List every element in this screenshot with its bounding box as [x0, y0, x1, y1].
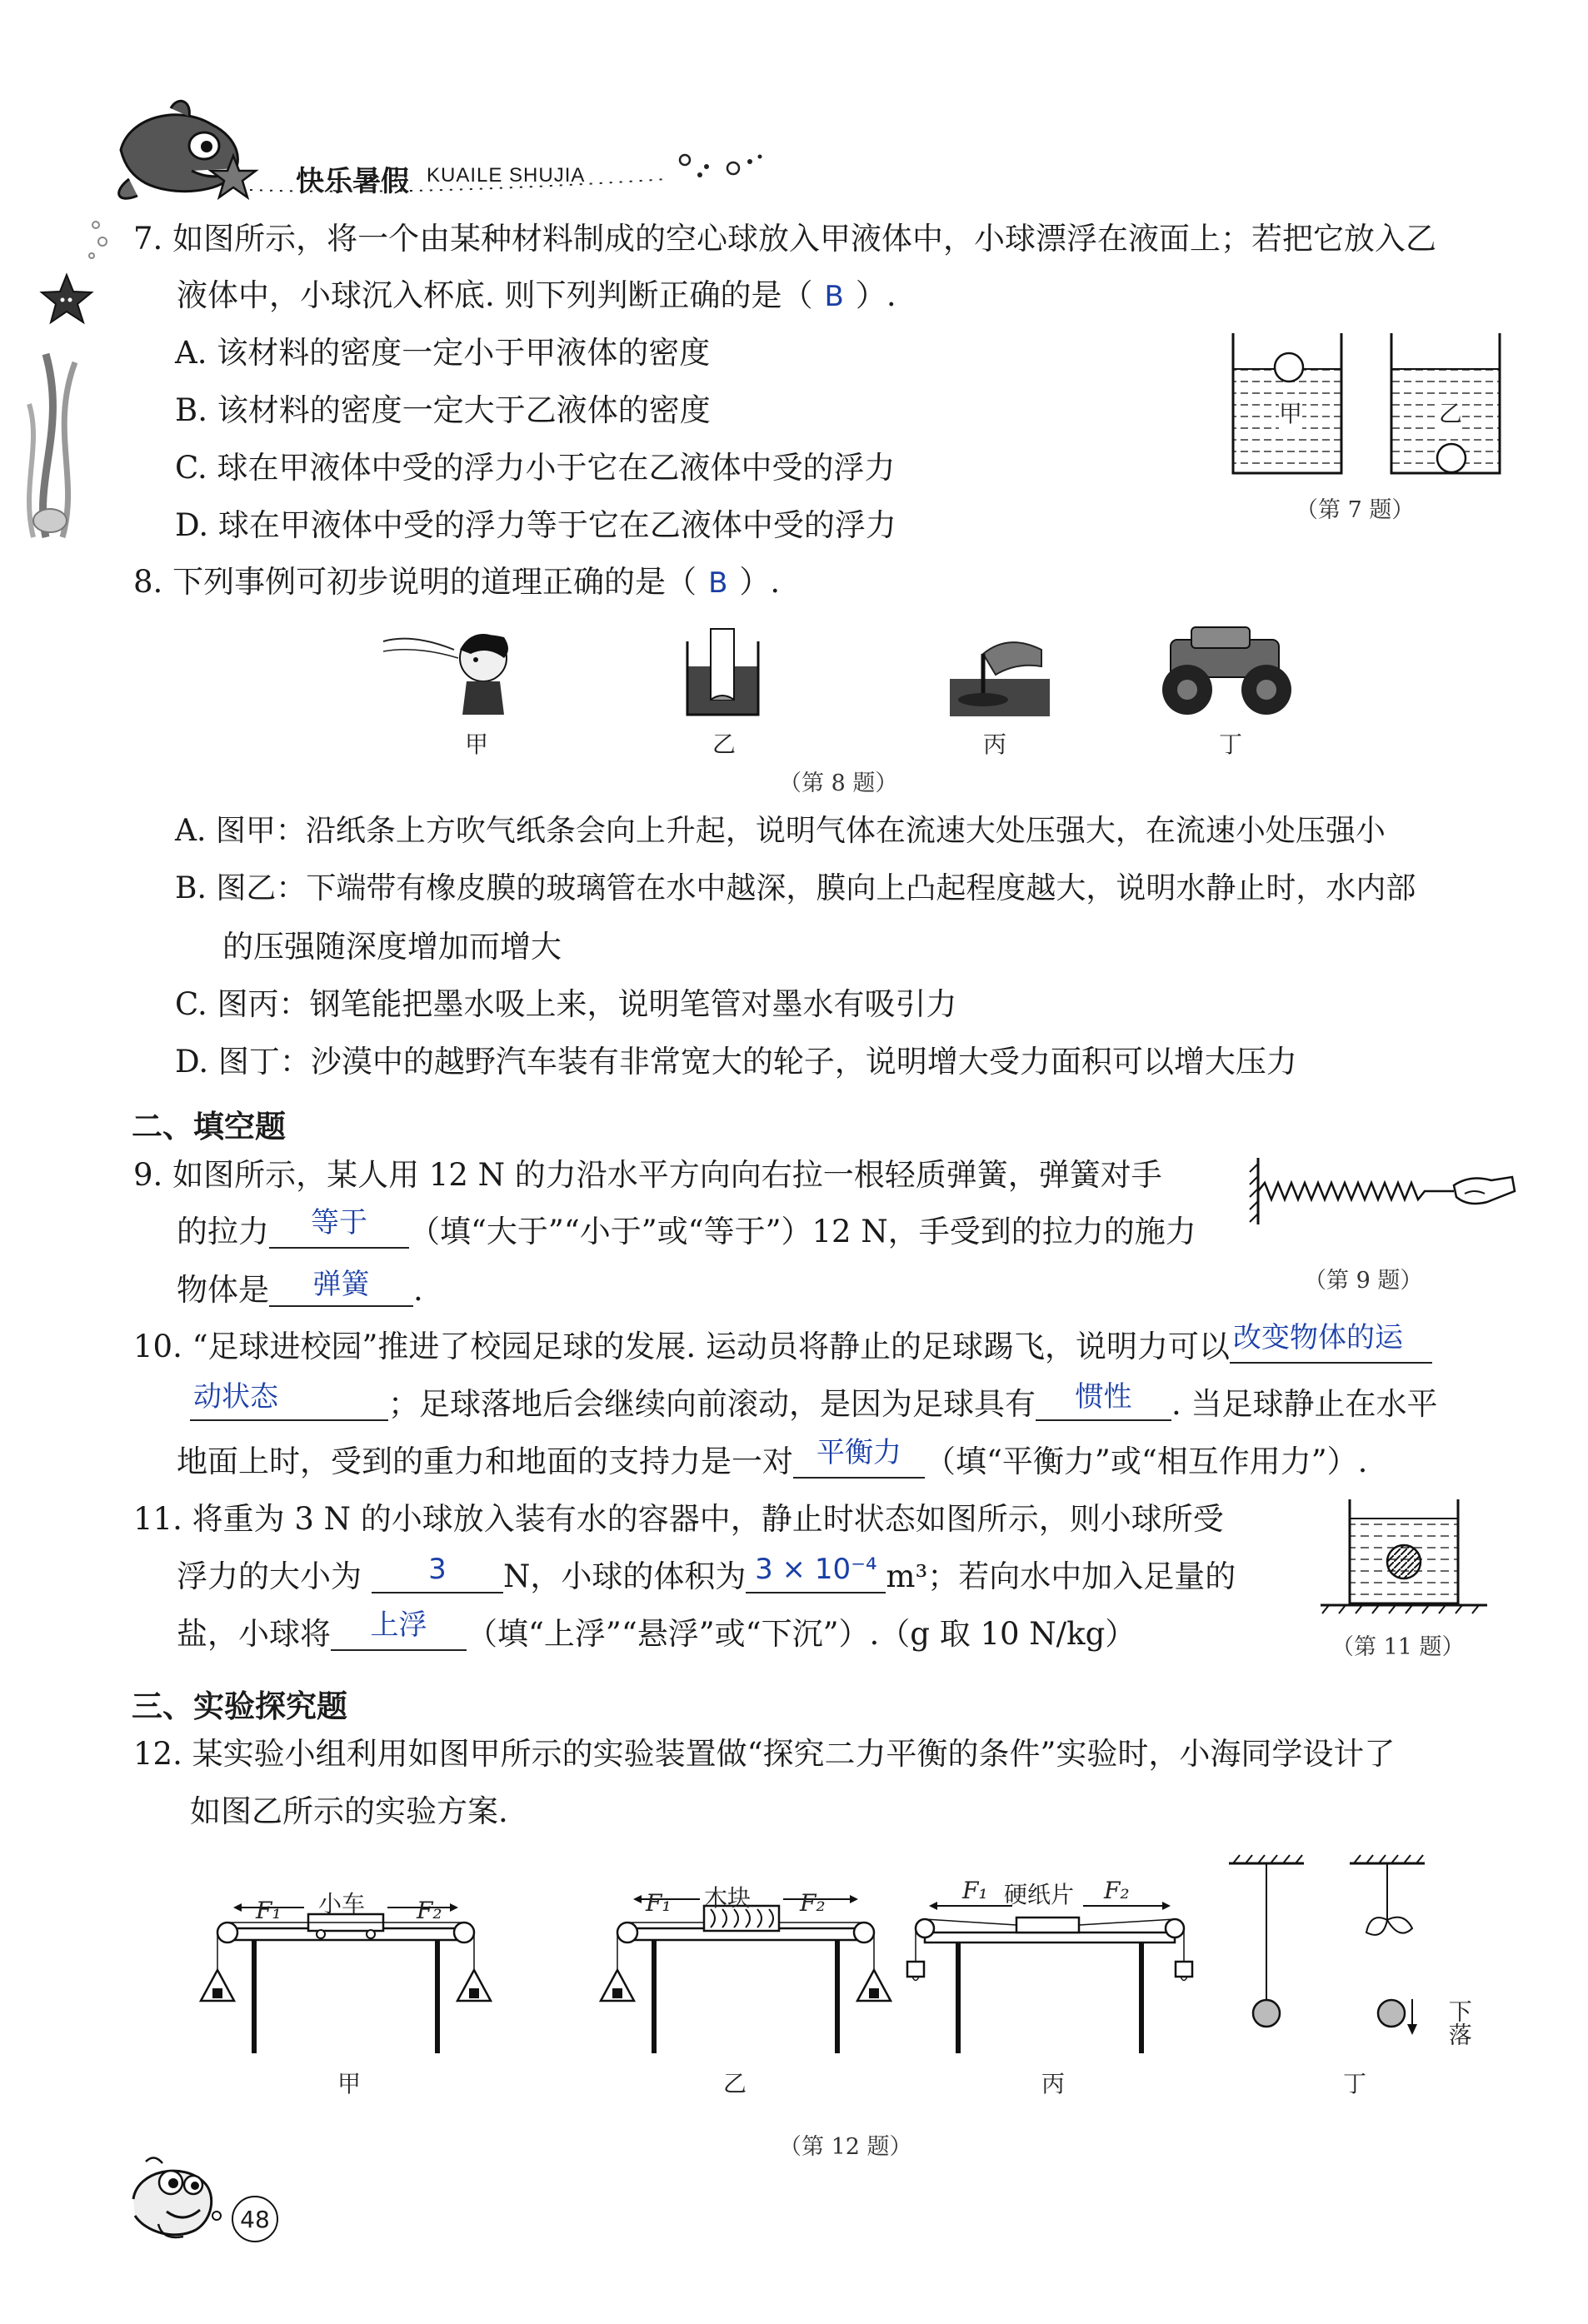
- q7-option-d: D. 球在甲液体中受的浮力等于它在乙液体中受的浮力: [175, 507, 896, 543]
- q8-stem-text: 8. 下列事例可初步说明的道理正确的是（: [133, 564, 697, 600]
- q7-option-a: A. 该材料的密度一定小于甲液体的密度: [175, 335, 711, 371]
- q8-figure-yi-glass-tube: [683, 629, 762, 716]
- header: [0, 0, 1588, 208]
- q12-line2: 如图乙所示的实验方案.: [190, 1793, 508, 1829]
- q12-yi-label: 乙: [723, 2070, 747, 2097]
- q12-yi-f1: F₁: [646, 1889, 672, 1917]
- q9-blank-2: [269, 1268, 413, 1307]
- q10-text-d: 地面上时，受到的重力和地面的支持力是一对: [177, 1444, 793, 1479]
- q9-line2: [177, 1206, 1196, 1249]
- q7-figure-label-jia: 甲: [1279, 396, 1302, 429]
- header-subtitle: KUAILE SHUJIA: [427, 164, 586, 187]
- q9-text-b: （填“大于”“小于”或“等于”）12 N，手受到的拉力的施力: [409, 1214, 1196, 1249]
- q12-jia-f2: F₂: [417, 1897, 442, 1924]
- q8-option-d: D. 图丁：沙漠中的越野汽车装有非常宽大的轮子，说明增大受力面积可以增大压力: [175, 1044, 1297, 1080]
- q12-bing-f2: F₂: [1104, 1877, 1130, 1904]
- q11-text-c: m³；若向水中加入足量的: [886, 1558, 1236, 1594]
- q12-bing-object: 硬纸片: [1004, 1881, 1075, 1908]
- q8-figure-bing-fountain-pen: [950, 629, 1050, 716]
- q11-figure-caption: （第 11 题）: [1331, 1634, 1465, 1660]
- q12-ding-label: 丁: [1343, 2070, 1367, 2097]
- q7-stem-end: ）.: [855, 277, 896, 313]
- q11-figure-container-ball: [1321, 1495, 1487, 1616]
- q10-text-a: 10. “足球进校园”推进了校园足球的发展. 运动员将静止的足球踢飞，说明力可以: [133, 1329, 1230, 1364]
- q10-answer-1b: 动状态: [193, 1380, 278, 1414]
- q8-figure-label-bing: 丙: [983, 731, 1007, 758]
- q10-line2: [190, 1380, 1438, 1422]
- q12-jia-object: 小车: [318, 1890, 366, 1918]
- q8-figure-label-jia: 甲: [465, 731, 489, 758]
- q11-answer-3: 上浮: [370, 1608, 427, 1642]
- q7-stem-line2: [177, 277, 896, 313]
- q8-figure-caption: （第 8 题）: [779, 771, 898, 796]
- q8-option-a: A. 图甲：沿纸条上方吹气纸条会向上升起，说明气体在流速大处压强大，在流速小处压强小: [175, 814, 1386, 848]
- q7-figure-label-yi: 乙: [1439, 396, 1462, 429]
- q12-figure-ding-pendulum: [1225, 1853, 1458, 2045]
- q12-yi-f2: F₂: [800, 1889, 826, 1917]
- q12-bing-f1: F₁: [962, 1877, 988, 1904]
- header-dotted-line: [250, 150, 783, 200]
- q11-text-d: 盐，小球将: [177, 1616, 331, 1652]
- q7-figure-caption: （第 7 题）: [1296, 497, 1415, 523]
- q7-option-c: C. 球在甲液体中受的浮力小于它在乙液体中受的浮力: [175, 450, 896, 486]
- q9-line1: 9. 如图所示，某人用 12 N 的力沿水平方向向右拉一根轻质弹簧，弹簧对手: [133, 1157, 1162, 1193]
- q10-text-b: ；足球落地后会继续向前滚动，是因为足球具有: [388, 1386, 1036, 1422]
- q10-text-c: . 当足球静止在水平: [1171, 1386, 1438, 1422]
- q9-figure-caption: （第 9 题）: [1304, 1268, 1423, 1294]
- q10-text-e: （填“平衡力”或“相互作用力”）.: [925, 1444, 1368, 1479]
- q9-answer-1: 等于: [311, 1206, 367, 1239]
- q11-answer-2: 3 × 10⁻⁴: [755, 1553, 877, 1586]
- q9-line3: [177, 1268, 423, 1308]
- q12-bing-label: 丙: [1041, 2070, 1066, 2097]
- q11-text-b: N，小球的体积为: [503, 1558, 747, 1594]
- q11-line1: 11. 将重为 3 N 的小球放入装有水的容器中，静止时状态如图所示，则小球所受: [133, 1501, 1224, 1537]
- q10-blank-1a: [1230, 1321, 1432, 1364]
- q11-text-a: 浮力的大小为: [177, 1558, 362, 1594]
- q10-answer-1a: 改变物体的运: [1232, 1321, 1403, 1354]
- q7-stem-text: 液体中，小球沉入杯底. 则下列判断正确的是（: [177, 277, 813, 313]
- q11-answer-1: 3: [428, 1553, 447, 1586]
- q9-text-c: 物体是: [177, 1272, 269, 1308]
- section-experiment-title: 三、实验探究题: [132, 1688, 347, 1724]
- q10-blank-1b: [190, 1380, 388, 1421]
- page-number: 48: [240, 2205, 270, 2233]
- q11-blank-1: [372, 1553, 503, 1593]
- section-fill-in-title: 二、填空题: [132, 1109, 286, 1145]
- q7-option-b: B. 该材料的密度一定大于乙液体的密度: [175, 392, 711, 428]
- q8-option-b-line1: B. 图乙：下端带有橡皮膜的玻璃管在水中越深，膜向上凸起程度越大，说明水静止时，水内部: [175, 871, 1416, 905]
- q10-line3: [177, 1436, 1368, 1479]
- q9-text-d: .: [413, 1272, 423, 1308]
- q10-blank-2: [1036, 1380, 1171, 1421]
- q8-figure-ding-offroad-car: [1154, 623, 1300, 719]
- q8-answer: B: [708, 566, 728, 600]
- q8-figure-jia-blowing-paper: [379, 625, 529, 716]
- q8-option-b-line2: 的压强随深度增加而增大: [222, 929, 562, 965]
- q9-figure-spring-hand: [1250, 1154, 1516, 1229]
- q8-stem-end: ）.: [739, 564, 781, 600]
- q11-line3: [177, 1608, 1136, 1652]
- q8-stem: [133, 564, 781, 600]
- q11-line2: [177, 1553, 1236, 1594]
- q12-jia-f1: F₁: [256, 1897, 282, 1924]
- q12-ding-note: 下落: [1445, 1999, 1473, 2046]
- q10-blank-3: [793, 1436, 925, 1479]
- q9-text-a: 的拉力: [177, 1214, 269, 1249]
- q8-option-c: C. 图丙：钢笔能把墨水吸上来，说明笔管对墨水有吸引力: [175, 986, 957, 1022]
- header-title: 快乐暑假: [296, 165, 409, 198]
- q11-blank-2: [746, 1553, 886, 1593]
- q8-figure-label-yi: 乙: [712, 731, 737, 758]
- q10-answer-3: 平衡力: [816, 1436, 901, 1469]
- q11-blank-3: [331, 1608, 467, 1651]
- q9-blank-1: [269, 1206, 409, 1249]
- q12-jia-label: 甲: [337, 2070, 362, 2097]
- q7-figure-beakers: [1229, 329, 1504, 483]
- q12-line1: 12. 某实验小组利用如图甲所示的实验装置做“探究二力平衡的条件”实验时，小海同学设计了: [133, 1736, 1396, 1772]
- q7-answer: B: [824, 280, 844, 313]
- q12-figure-caption: （第 12 题）: [779, 2134, 912, 2160]
- q10-line1: [133, 1321, 1432, 1364]
- q9-answer-2: 弹簧: [312, 1268, 370, 1301]
- q12-yi-object: 木块: [704, 1884, 752, 1912]
- q10-answer-2: 惯性: [1075, 1380, 1132, 1414]
- footer-fish-mascot-icon: [125, 2153, 233, 2245]
- page-number-badge: [232, 2196, 278, 2242]
- q11-text-e: （填“上浮”“悬浮”或“下沉”）.（g 取 10 N/kg）: [467, 1616, 1136, 1652]
- seaweed-starfish-decoration-icon: [17, 212, 112, 537]
- q7-stem-line1: 7. 如图所示，将一个由某种材料制成的空心球放入甲液体中，小球漂浮在液面上；若把它放入乙: [133, 221, 1437, 257]
- q8-figure-label-ding: 丁: [1219, 731, 1243, 758]
